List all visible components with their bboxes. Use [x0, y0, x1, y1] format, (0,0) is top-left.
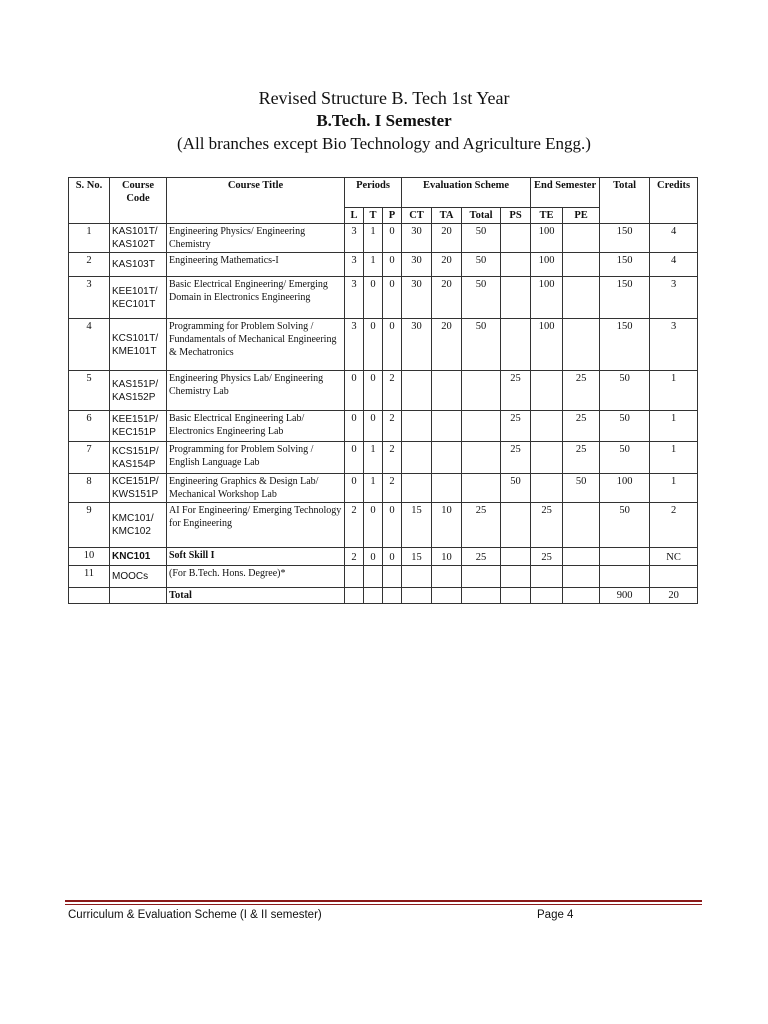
row-total: 50: [600, 503, 650, 548]
row-p: 2: [383, 442, 402, 474]
row-te: 25: [531, 548, 563, 566]
row-course-code: KAS103T: [110, 253, 167, 277]
header-l: L: [345, 208, 364, 224]
row-course-title: Basic Electrical Engineering/ Emerging Domain in Electronics Engineering: [167, 277, 345, 319]
row-course-code: KCE151P/ KWS151P: [110, 474, 167, 503]
row-l: 2: [345, 503, 364, 548]
row-ps: [501, 253, 531, 277]
row-l: 3: [345, 224, 364, 253]
header-eval-total: Total: [462, 208, 501, 224]
table-row: [69, 503, 698, 548]
header-ps: PS: [501, 208, 531, 224]
row-credits: NC: [650, 548, 698, 566]
row-etotal: 25: [462, 503, 501, 548]
row-ps: 50: [501, 474, 531, 503]
row-etotal: 50: [462, 277, 501, 319]
row-pe: 25: [563, 442, 600, 474]
table-row: [69, 253, 698, 277]
row-etotal: [462, 371, 501, 411]
row-te: [531, 474, 563, 503]
table-row: [69, 566, 698, 588]
row-pe: [563, 253, 600, 277]
row-course-title: Engineering Mathematics-I: [167, 253, 345, 277]
row-p: 0: [383, 548, 402, 566]
row-ps: 25: [501, 442, 531, 474]
row-ta: 10: [432, 548, 462, 566]
row-sno: 6: [69, 411, 110, 442]
row-sno: 10: [69, 548, 110, 566]
table-row: [69, 277, 698, 319]
page-header: [0, 86, 768, 156]
row-credits: 1: [650, 474, 698, 503]
row-sno: 8: [69, 474, 110, 503]
row-etotal: [462, 474, 501, 503]
row-ps: [501, 548, 531, 566]
row-p: 0: [383, 253, 402, 277]
row-sno: 5: [69, 371, 110, 411]
footer-rule-thin: [65, 904, 702, 905]
table-row: [69, 319, 698, 371]
row-course-title: Programming for Problem Solving / Fundamentals of Mechanical Engineering & Mechatronics: [167, 319, 345, 371]
table-row: [69, 474, 698, 503]
row-t: 0: [364, 319, 383, 371]
table-row: [69, 411, 698, 442]
row-ta: [432, 474, 462, 503]
row-credits: 1: [650, 442, 698, 474]
row-pe: [563, 319, 600, 371]
semester-title: B.Tech. I Semester: [316, 111, 452, 130]
footer-page-number: Page 4: [537, 909, 574, 921]
row-t: 1: [364, 474, 383, 503]
row-te: [531, 371, 563, 411]
row-course-code: MOOCs: [110, 566, 167, 588]
row-etotal: 50: [462, 253, 501, 277]
row-t: [364, 566, 383, 588]
row-t: 0: [364, 411, 383, 442]
header-sno: S. No.: [69, 178, 110, 224]
row-p: 2: [383, 474, 402, 503]
row-total: 150: [600, 253, 650, 277]
row-ta: 20: [432, 253, 462, 277]
row-p: 0: [383, 503, 402, 548]
row-sno: 3: [69, 277, 110, 319]
header-end-semester: End Semester: [531, 178, 600, 208]
row-p: 0: [383, 277, 402, 319]
row-course-code: KNC101: [110, 548, 167, 566]
row-credits: [650, 566, 698, 588]
row-ta: [432, 371, 462, 411]
header-course-code: Course Code: [110, 178, 167, 224]
row-l: [345, 566, 364, 588]
row-ct: 15: [402, 548, 432, 566]
row-pe: [563, 503, 600, 548]
row-t: 1: [364, 224, 383, 253]
row-course-code: KCS101T/ KME101T: [110, 319, 167, 371]
header-pe: PE: [563, 208, 600, 224]
row-ta: 20: [432, 319, 462, 371]
row-ps: 25: [501, 371, 531, 411]
row-course-code: KAS101T/ KAS102T: [110, 224, 167, 253]
row-l: 3: [345, 253, 364, 277]
row-course-title: Engineering Physics/ Engineering Chemistry: [167, 224, 345, 253]
footer-document-name: Curriculum & Evaluation Scheme (I & II semester): [68, 909, 322, 921]
row-ct: [402, 474, 432, 503]
row-te: [531, 566, 563, 588]
header-te: TE: [531, 208, 563, 224]
table-row: [69, 224, 698, 253]
row-total: 50: [600, 442, 650, 474]
row-total: [600, 548, 650, 566]
footer-rule-thick: [65, 900, 702, 902]
row-t: 0: [364, 277, 383, 319]
row-te: 100: [531, 253, 563, 277]
row-t: 1: [364, 253, 383, 277]
row-t: 0: [364, 503, 383, 548]
row-etotal: [462, 566, 501, 588]
row-credits: 2: [650, 503, 698, 548]
row-t: 1: [364, 442, 383, 474]
structure-title: Revised Structure B. Tech 1st Year: [258, 88, 510, 108]
row-sno: 2: [69, 253, 110, 277]
row-total: 50: [600, 371, 650, 411]
row-etotal: [462, 411, 501, 442]
row-course-title: Engineering Physics Lab/ Engineering Chemistry Lab: [167, 371, 345, 411]
row-pe: [563, 566, 600, 588]
table-row: [69, 442, 698, 474]
header-p: P: [383, 208, 402, 224]
row-ct: 15: [402, 503, 432, 548]
header-ta: TA: [432, 208, 462, 224]
total-row: [69, 588, 698, 604]
row-course-code: KAS151P/ KAS152P: [110, 371, 167, 411]
row-te: [531, 442, 563, 474]
row-pe: 25: [563, 371, 600, 411]
row-sno: 9: [69, 503, 110, 548]
row-l: 0: [345, 442, 364, 474]
header-ct: CT: [402, 208, 432, 224]
row-etotal: 50: [462, 319, 501, 371]
row-ps: [501, 277, 531, 319]
row-l: 3: [345, 319, 364, 371]
row-ct: [402, 566, 432, 588]
row-course-title: (For B.Tech. Hons. Degree)*: [167, 566, 345, 588]
row-ct: 30: [402, 319, 432, 371]
row-course-title: Basic Electrical Engineering Lab/ Electronics Engineering Lab: [167, 411, 345, 442]
row-credits: 4: [650, 224, 698, 253]
row-te: 100: [531, 224, 563, 253]
row-ct: 30: [402, 253, 432, 277]
row-ct: [402, 411, 432, 442]
row-te: 25: [531, 503, 563, 548]
row-p: 2: [383, 411, 402, 442]
row-credits: 3: [650, 277, 698, 319]
row-course-code: KEE101T/ KEC101T: [110, 277, 167, 319]
row-l: 2: [345, 548, 364, 566]
row-ps: [501, 224, 531, 253]
row-credits: 3: [650, 319, 698, 371]
header-total: Total: [600, 178, 650, 224]
row-total: 100: [600, 474, 650, 503]
row-t: 0: [364, 548, 383, 566]
row-total: [600, 566, 650, 588]
row-te: 100: [531, 319, 563, 371]
row-sno: 1: [69, 224, 110, 253]
row-ta: [432, 442, 462, 474]
row-etotal: 50: [462, 224, 501, 253]
row-total: 150: [600, 319, 650, 371]
row-total: 150: [600, 277, 650, 319]
header-t: T: [364, 208, 383, 224]
row-p: 0: [383, 224, 402, 253]
row-p: [383, 566, 402, 588]
table-row: [69, 371, 698, 411]
row-course-title: AI For Engineering/ Emerging Technology for Engineering: [167, 503, 345, 548]
row-l: 0: [345, 371, 364, 411]
row-course-code: KEE151P/ KEC151P: [110, 411, 167, 442]
row-sno: 4: [69, 319, 110, 371]
header-periods: Periods: [345, 178, 402, 208]
row-t: 0: [364, 371, 383, 411]
row-ta: [432, 411, 462, 442]
row-pe: [563, 548, 600, 566]
row-ta: 20: [432, 224, 462, 253]
row-te: [531, 411, 563, 442]
row-p: 0: [383, 319, 402, 371]
row-course-title: Soft Skill I: [167, 548, 345, 566]
row-etotal: 25: [462, 548, 501, 566]
row-l: 3: [345, 277, 364, 319]
row-course-code: KMC101/ KMC102: [110, 503, 167, 548]
row-l: 0: [345, 411, 364, 442]
row-course-title: Programming for Problem Solving / English Language Lab: [167, 442, 345, 474]
row-ps: [501, 319, 531, 371]
row-ta: [432, 566, 462, 588]
header-course-title: Course Title: [167, 178, 345, 224]
row-ta: 10: [432, 503, 462, 548]
row-ct: 30: [402, 224, 432, 253]
row-pe: [563, 224, 600, 253]
row-ct: [402, 442, 432, 474]
header-evaluation-scheme: Evaluation Scheme: [402, 178, 531, 208]
row-pe: 50: [563, 474, 600, 503]
row-l: 0: [345, 474, 364, 503]
table-row: [69, 548, 698, 566]
row-pe: 25: [563, 411, 600, 442]
row-course-title: Engineering Graphics & Design Lab/ Mechanical Workshop Lab: [167, 474, 345, 503]
row-ct: 30: [402, 277, 432, 319]
row-credits: 1: [650, 371, 698, 411]
header-credits: Credits: [650, 178, 698, 224]
row-total: 50: [600, 411, 650, 442]
row-ta: 20: [432, 277, 462, 319]
row-sno: 11: [69, 566, 110, 588]
row-pe: [563, 277, 600, 319]
row-ct: [402, 371, 432, 411]
row-total: 150: [600, 224, 650, 253]
row-credits: 4: [650, 253, 698, 277]
evaluation-scheme-table: [68, 177, 698, 604]
row-course-code: KCS151P/ KAS154P: [110, 442, 167, 474]
grand-credits: 20: [650, 588, 698, 604]
grand-total: 900: [600, 588, 650, 604]
branches-note: (All branches except Bio Technology and Agriculture Engg.): [177, 134, 591, 153]
row-credits: 1: [650, 411, 698, 442]
row-ps: [501, 566, 531, 588]
row-p: 2: [383, 371, 402, 411]
row-te: 100: [531, 277, 563, 319]
row-etotal: [462, 442, 501, 474]
total-label: Total: [167, 588, 345, 604]
row-ps: 25: [501, 411, 531, 442]
row-ps: [501, 503, 531, 548]
row-sno: 7: [69, 442, 110, 474]
